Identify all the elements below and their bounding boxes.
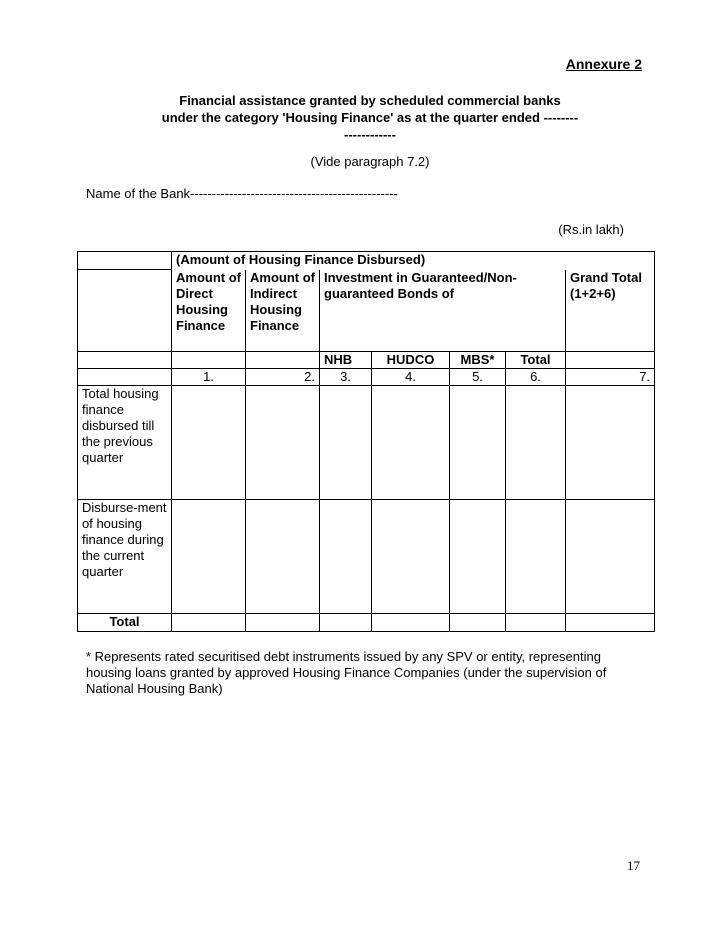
blank-cell xyxy=(246,352,320,369)
page-number: 17 xyxy=(627,858,640,873)
sub-header-total: Total xyxy=(506,352,566,369)
annexure-label: Annexure 2 xyxy=(565,56,642,72)
data-cell xyxy=(172,614,246,632)
table-row xyxy=(78,500,655,614)
unit-label: (Rs.in lakh) xyxy=(558,222,624,237)
sub-header-nhb: NHB xyxy=(320,352,372,369)
blank-cell xyxy=(78,252,172,270)
col-indirect-header: Amount of Indirect Housing Finance xyxy=(246,270,320,352)
col-number-6: 6. xyxy=(506,369,566,386)
sub-header-hudco: HUDCO xyxy=(372,352,450,369)
data-cell xyxy=(246,500,320,614)
table-row xyxy=(78,614,655,632)
data-cell xyxy=(450,386,506,500)
data-cell xyxy=(320,500,372,614)
data-cell xyxy=(372,500,450,614)
col-number-1: 1. xyxy=(172,369,246,386)
group-header: (Amount of Housing Finance Disbursed) xyxy=(172,252,655,270)
row-label-total: Total xyxy=(78,614,172,632)
col-investment-header: Investment in Guaranteed/Non-guaranteed Bonds of xyxy=(320,270,566,352)
data-cell xyxy=(320,614,372,632)
data-cell xyxy=(246,614,320,632)
row-label-previous-quarter: Total housing finance disbursed till the previous quarter xyxy=(78,386,172,500)
row-label-current-quarter: Disburse-ment of housing finance during the current quarter xyxy=(78,500,172,614)
data-cell xyxy=(172,386,246,500)
data-cell xyxy=(372,614,450,632)
col-number-3: 3. xyxy=(320,369,372,386)
col-direct-header: Amount of Direct Housing Finance xyxy=(172,270,246,352)
data-cell xyxy=(172,500,246,614)
document-title: Financial assistance granted by scheduled commercial banks under the category 'Housing Finance' as at the quarter ended -------------------- xyxy=(161,93,579,142)
data-cell xyxy=(320,386,372,500)
data-cell xyxy=(506,614,566,632)
col-number-5: 5. xyxy=(450,369,506,386)
blank-cell xyxy=(172,352,246,369)
col-grand-total-header: Grand Total (1+2+6) xyxy=(566,270,655,352)
blank-cell xyxy=(78,352,172,369)
data-cell xyxy=(506,386,566,500)
blank-cell xyxy=(566,352,655,369)
data-cell xyxy=(566,500,655,614)
col-number-4: 4. xyxy=(372,369,450,386)
data-cell xyxy=(506,500,566,614)
table-row xyxy=(78,386,655,500)
bank-name-line: Name of the Bank------------------------------------------------ xyxy=(86,186,398,201)
data-cell xyxy=(450,500,506,614)
housing-finance-table xyxy=(77,251,655,632)
col-number-2: 2. xyxy=(246,369,320,386)
data-cell xyxy=(450,614,506,632)
col-number-7: 7. xyxy=(566,369,655,386)
blank-cell xyxy=(78,270,172,352)
data-cell xyxy=(246,386,320,500)
vide-paragraph: (Vide paragraph 7.2) xyxy=(310,154,430,169)
data-cell xyxy=(372,386,450,500)
blank-cell xyxy=(78,369,172,386)
data-cell xyxy=(566,614,655,632)
footnote: * Represents rated securitised debt instruments issued by any SPV or entity, representing housing loans granted by approved Housing Finance Companies (under the supervision of National Housing Bank) xyxy=(86,649,607,696)
data-cell xyxy=(566,386,655,500)
sub-header-mbs: MBS* xyxy=(450,352,506,369)
